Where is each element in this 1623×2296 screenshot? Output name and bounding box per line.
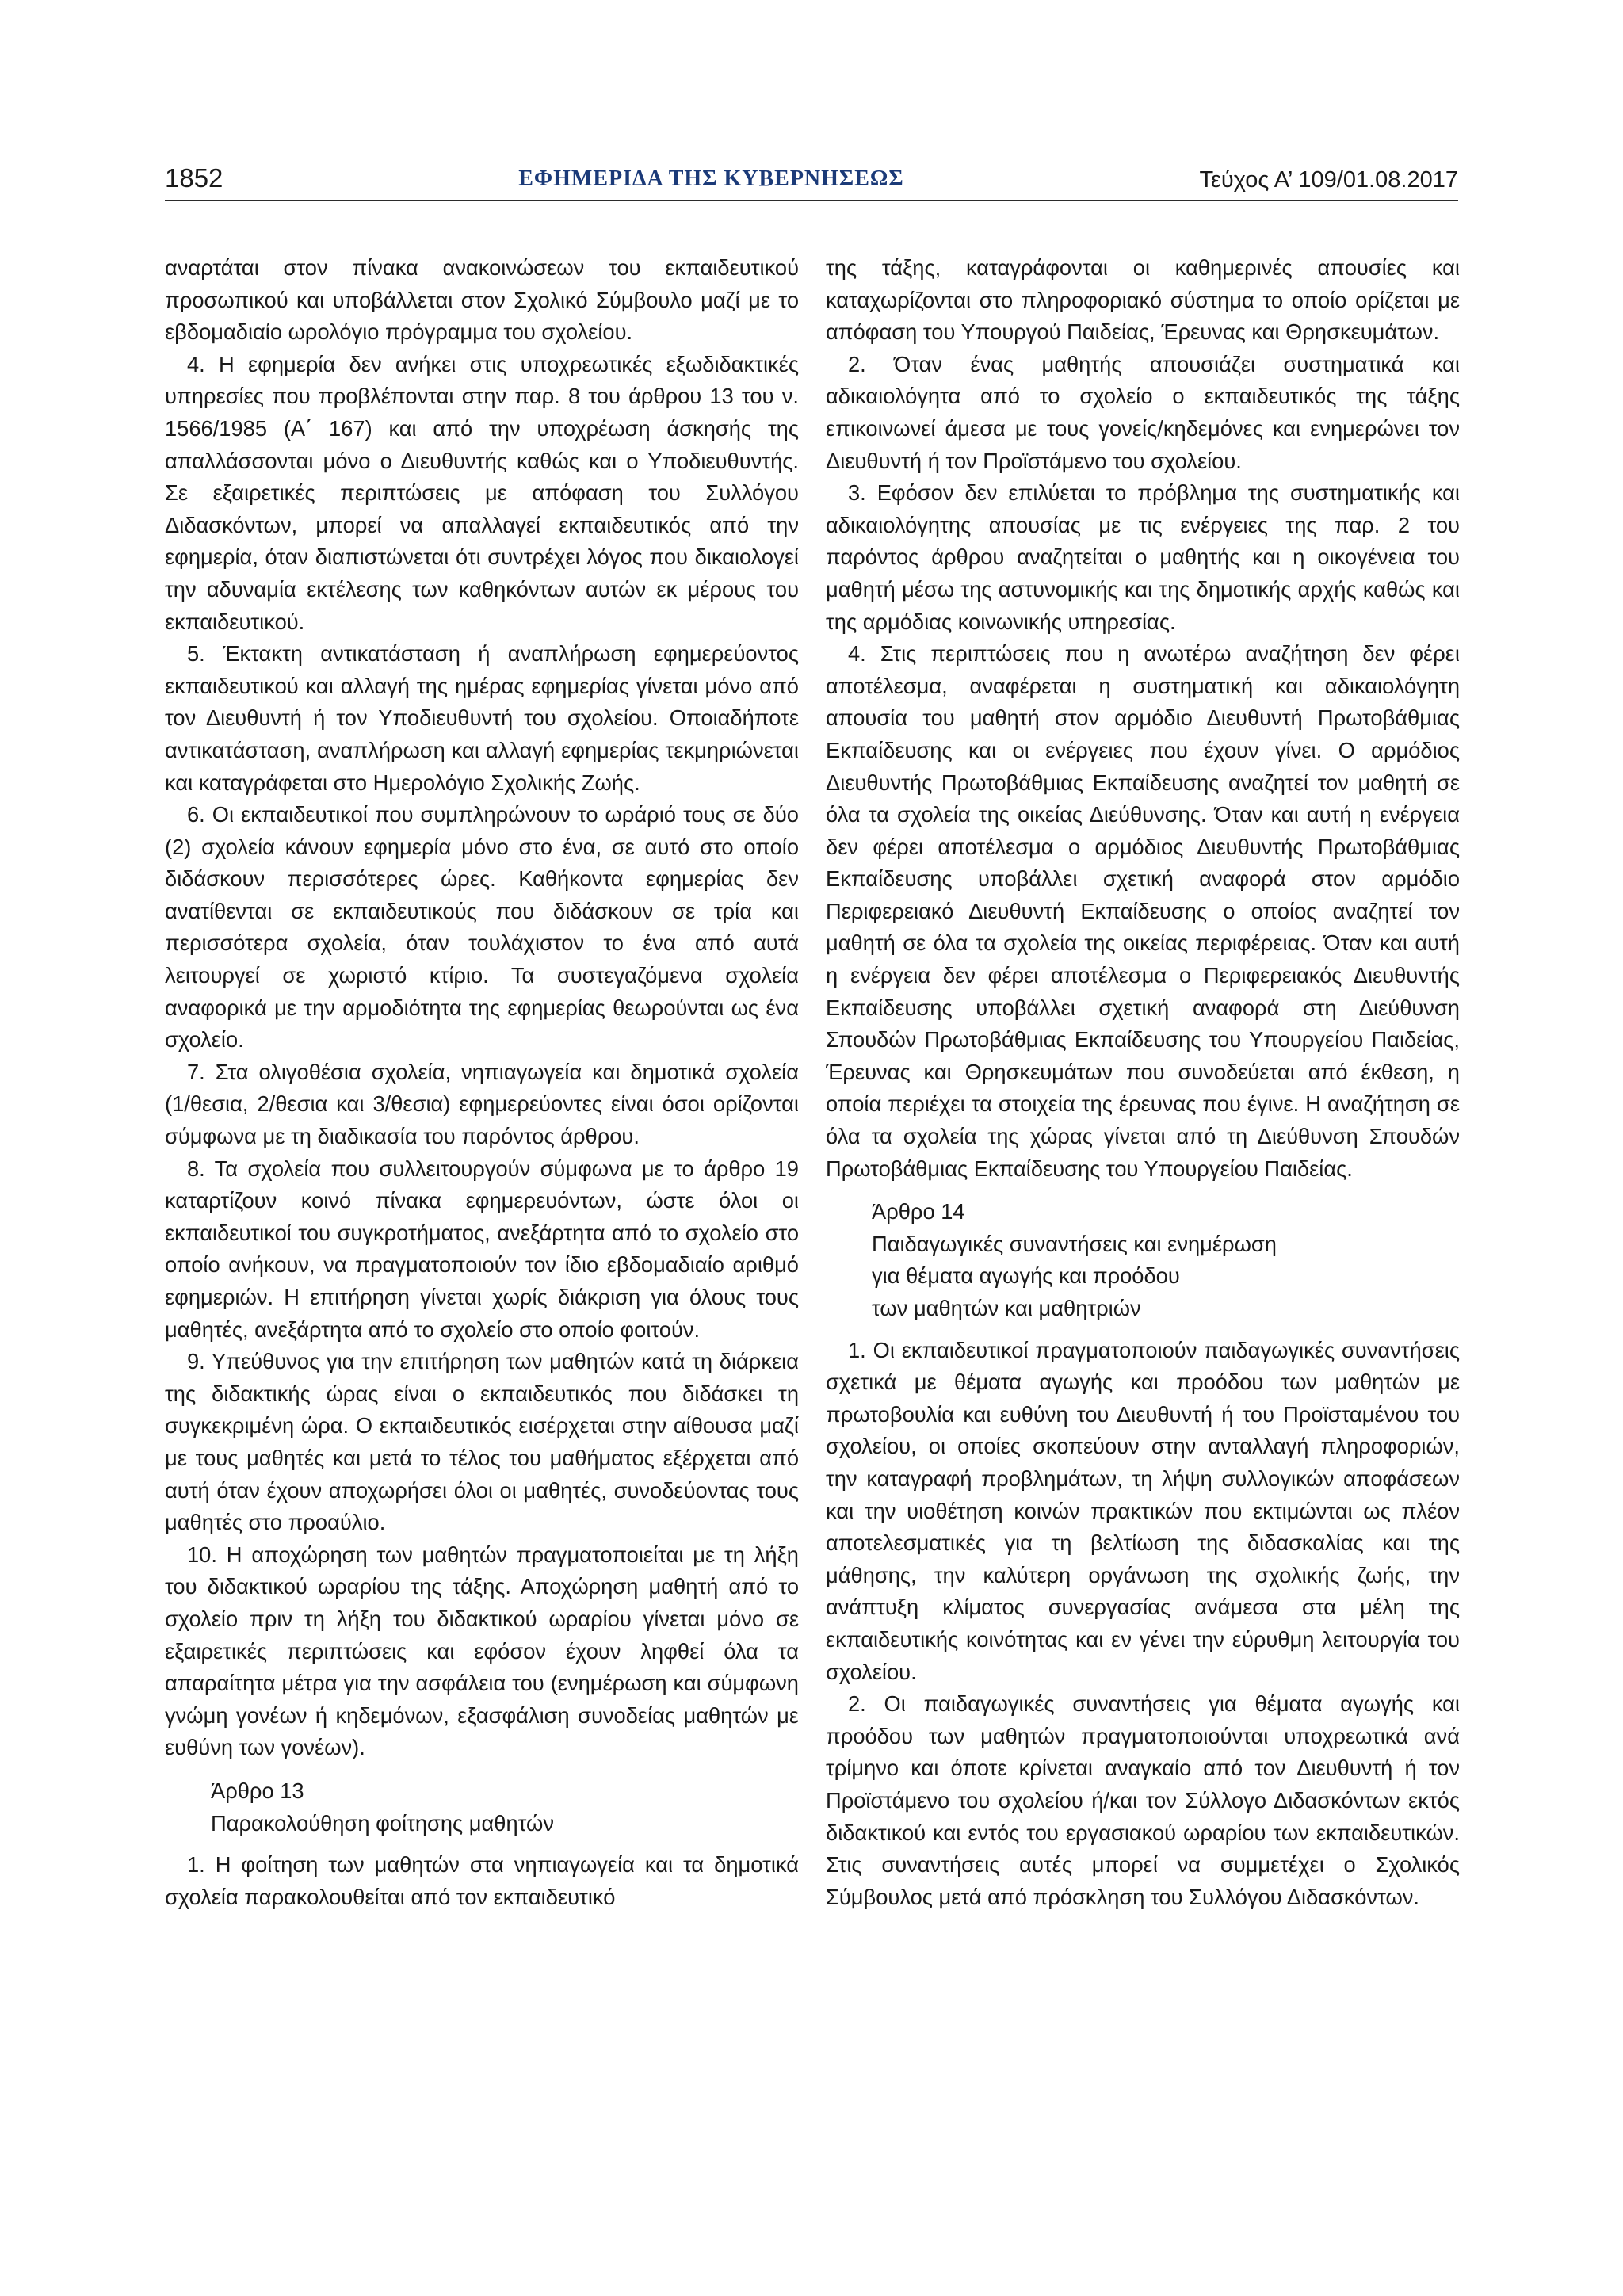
issue-info: Τεύχος Α’ 109/01.08.2017 bbox=[1199, 167, 1458, 193]
article-14-paragraph-1: 1. Οι εκπαιδευτικοί πραγματοποιούν παιδαγωγικές συναντήσεις σχετικά με θέματα αγωγής και προόδου των μαθητών με πρωτοβουλία και ευθύνη του Διευθυντή ή του Προϊσταμένου του σχολείου, οι οποίες σκοπεύουν στην ανταλλαγή πληροφοριών, την καταγραφή προβλημάτων, τη λήψη συλλογικών αποφάσεων και την υιοθέτηση κοινών πρακτικών που εκτιμώνται ως πλέον αποτελεσματικές για τη βελτίωση της διδασκαλίας και της μάθησης, την καλύτερη οργάνωση της σχολικής ζωής, την ανάπτυξη κλίματος συνεργασίας ανάμεσα στα μέλη της εκπαιδευτικής κοινότητας και εν γένει την εύρυθμη λειτουργία του σχολείου. bbox=[826, 1337, 1460, 1684]
page-number: 1852 bbox=[165, 163, 223, 193]
left-column bbox=[165, 252, 799, 2186]
paragraph-7: 7. Στα ολιγοθέσια σχολεία, νηπιαγωγεία και δημοτικά σχολεία (1/θεσια, 2/θεσια και 3/θεσια) εφημερεύοντες είναι όσοι ορίζονται σύμφωνα με τη διαδικασία του παρόντος άρθρου. bbox=[165, 1059, 799, 1149]
paragraph: αναρτάται στον πίνακα ανακοινώσεων του εκπαιδευτικού προσωπικού και υποβάλλεται στον Σχολικό Σύμβουλο μαζί με το εβδομαδιαίο ωρολόγιο πρόγραμμα του σχολείου. bbox=[165, 255, 799, 345]
paragraph-5: 5. Έκτακτη αντικατάσταση ή αναπλήρωση εφημερεύοντος εκπαιδευτικού και αλλαγή της ημέρας εφημερίας γίνεται μόνο από τον Διευθυντή ή τον Υποδιευθυντή του σχολείου. Οποιαδήποτε αντικατάσταση, αναπλήρωση και αλλαγή εφημερίας τεκμηριώνεται και καταγράφεται στο Ημερολόγιο Σχολικής Ζωής. bbox=[165, 641, 799, 795]
page-header bbox=[165, 159, 1458, 201]
article-14-title-line-2: για θέματα αγωγής και προόδου bbox=[872, 1263, 1180, 1289]
paragraph: της τάξης, καταγράφονται οι καθημερινές απουσίες και καταχωρίζονται στο πληροφοριακό σύστημα το οποίο ορίζεται με απόφαση του Υπουργού Παιδείας, Έρευνας και Θρησκευμάτων. bbox=[826, 255, 1460, 345]
article-14-paragraph-2: 2. Οι παιδαγωγικές συναντήσεις για θέματα αγωγής και προόδου των μαθητών πραγματοποιούνται υποχρεωτικά ανά τρίμηνο και όποτε κρίνεται αναγκαίο από τον Διευθυντή ή τον Προϊστάμενο του σχολείου ή/και τον Σύλλογο Διδασκόντων εκτός διδακτικού και εντός του εργασιακού ωραρίου των εκπαιδευτικών. Στις συναντήσεις αυτές μπορεί να συμμετέχει ο Σχολικός Σύμβουλος μετά από πρόσκληση του Συλλόγου Διδασκόντων. bbox=[826, 1691, 1460, 1909]
paragraph-9: 9. Υπεύθυνος για την επιτήρηση των μαθητών κατά τη διάρκεια της διδακτικής ώρας είναι ο εκπαιδευτικός που διδάσκει τη συγκεκριμένη ώρα. Ο εκπαιδευτικός εισέρχεται στην αίθουσα μαζί με τους μαθητές και μετά το τέλος του μαθήματος εξέρχεται από αυτή όταν έχουν αποχωρήσει όλοι οι μαθητές, συνοδεύοντας τους μαθητές στο προαύλιο. bbox=[165, 1349, 799, 1535]
paragraph-4: 4. Η εφημερία δεν ανήκει στις υποχρεωτικές εξωδιδακτικές υπηρεσίες που προβλέπονται στην παρ. 8 του άρθρου 13 του ν. 1566/1985 (Α΄ 167) και από την υποχρέωση άσκησής της απαλλάσσονται μόνο ο Διευθυντής καθώς και ο Υποδιευθυντής. Σε εξαιρετικές περιπτώσεις με απόφαση του Συλλόγου Διδασκόντων, μπορεί να απαλλαγεί εκπαιδευτικός από την εφημερία, όταν διαπιστώνεται ότι συντρέχει λόγος που δικαιολογεί την αδυναμία εκτέλεσης των καθηκόντων αυτών εκ μέρους του εκπαιδευτικού. bbox=[165, 351, 799, 634]
article-14-number: Άρθρο 14 bbox=[872, 1199, 965, 1224]
paragraph-4: 4. Στις περιπτώσεις που η ανωτέρω αναζήτηση δεν φέρει αποτέλεσμα, αναφέρεται η συστηματική και αδικαιολόγητη απουσία του μαθητή στον αρμόδιο Διευθυντή Πρωτοβάθμιας Εκπαίδευσης και οι ενέργειες που έχουν γίνει. Ο αρμόδιος Διευθυντής Πρωτοβάθμιας Εκπαίδευσης αναζητεί τον μαθητή σε όλα τα σχολεία της οικείας Διεύθυνσης. Όταν και αυτή η ενέργεια δεν φέρει αποτέλεσμα ο αρμόδιος Διευθυντής Πρωτοβάθμιας Εκπαίδευσης υποβάλλει σχετική αναφορά στον αρμόδιο Περιφερειακό Διευθυντή Εκπαίδευσης ο οποίος αναζητεί τον μαθητή σε όλα τα σχολεία της οικείας περιφέρειας. Όταν και αυτή η ενέργεια δεν φέρει αποτέλεσμα ο Περιφερειακός Διευθυντής Εκπαίδευσης υποβάλλει σχετική αναφορά στη Διεύθυνση Σπουδών Πρωτοβάθμιας Εκπαίδευσης του Υπουργείου Παιδείας, Έρευνας και Θρησκευμάτων που συνοδεύεται από έκθεση, η οποία περιέχει τα στοιχεία της έρευνας που έγινε. Η αναζήτηση σε όλα τα σχολεία της χώρας γίνεται από τη Διεύθυνση Σπουδών Πρωτοβάθμιας Εκπαίδευσης του Υπουργείου Παιδείας. bbox=[826, 641, 1460, 1181]
article-13-paragraph-1: 1. Η φοίτηση των μαθητών στα νηπιαγωγεία και τα δημοτικά σχολεία παρακολουθείται από τον εκπαιδευτικό bbox=[165, 1852, 799, 1909]
gazette-title: ΕΦΗΜΕΡΙΔΑ ΤΗΣ ΚΥΒΕΡΝΗΣΕΩΣ bbox=[518, 166, 904, 191]
paragraph-3: 3. Εφόσον δεν επιλύεται το πρόβλημα της συστηματικής και αδικαιολόγητης απουσίας με τις ενέργειες της παρ. 2 του παρόντος άρθρου αναζητείται ο μαθητής και η οικογένεια του μαθητή μέσω της αστυνομικής και της δημοτικής αρχής καθώς και της αρμόδιας κοινωνικής υπηρεσίας. bbox=[826, 480, 1460, 634]
article-14-title-line-1: Παιδαγωγικές συναντήσεις και ενημέρωση bbox=[872, 1231, 1277, 1256]
paragraph-8: 8. Τα σχολεία που συλλειτουργούν σύμφωνα με το άρθρο 19 καταρτίζουν κοινό πίνακα εφημερευόντων, ώστε όλοι οι εκπαιδευτικοί του συγκροτήματος, ανεξάρτητα από το σχολείο στο οποίο ανήκουν, να πραγματοποιούν τον ίδιο εβδομαδιαίο αριθμό εφημεριών. Η επιτήρηση γίνεται χωρίς διάκριση για όλους τους μαθητές, ανεξάρτητα από το σχολείο στο οποίο φοιτούν. bbox=[165, 1156, 799, 1342]
article-13-number: Άρθρο 13 bbox=[211, 1778, 304, 1803]
article-13-title: Παρακολούθηση φοίτησης μαθητών bbox=[211, 1810, 555, 1836]
right-column bbox=[826, 252, 1460, 2186]
column-divider bbox=[811, 233, 812, 2173]
paragraph-10: 10. Η αποχώρηση των μαθητών πραγματοποιείται με τη λήξη του διδακτικού ωραρίου της τάξης. Αποχώρηση μαθητή από το σχολείο πριν τη λήξη του διδακτικού ωραρίου γίνεται μόνο σε εξαιρετικές περιπτώσεις και εφόσον έχουν ληφθεί όλα τα απαραίτητα μέτρα για την ασφάλεια του (ενημέρωση και σύμφωνη γνώμη γονέων ή κηδεμόνων, εξασφάλιση συνοδείας μαθητών με ευθύνη των γονέων). bbox=[165, 1541, 799, 1760]
article-14-title-line-3: των μαθητών και μαθητριών bbox=[872, 1296, 1141, 1320]
paragraph-2: 2. Όταν ένας μαθητής απουσιάζει συστηματικά και αδικαιολόγητα από το σχολείο ο εκπαιδευτικός της τάξης επικοινωνεί άμεσα με τους γονείς/κηδεμόνες και ενημερώνει τον Διευθυντή ή τον Προϊστάμενο του σχολείου. bbox=[826, 351, 1460, 473]
paragraph-6: 6. Οι εκπαιδευτικοί που συμπληρώνουν το ωράριό τους σε δύο (2) σχολεία κάνουν εφημερία μόνο στο ένα, σε αυτό στο οποίο διδάσκουν περισσότερες ώρες. Καθήκοντα εφημερίας δεν ανατίθενται σε εκπαιδευτικούς που διδάσκουν σε τρία και περισσότερα σχολεία, όταν τουλάχιστον το ένα από αυτά λειτουργεί σε χωριστό κτίριο. Τα συστεγαζόμενα σχολεία αναφορικά με την αρμοδιότητα της εφημερίας θεωρούνται ως ένα σχολείο. bbox=[165, 802, 799, 1052]
